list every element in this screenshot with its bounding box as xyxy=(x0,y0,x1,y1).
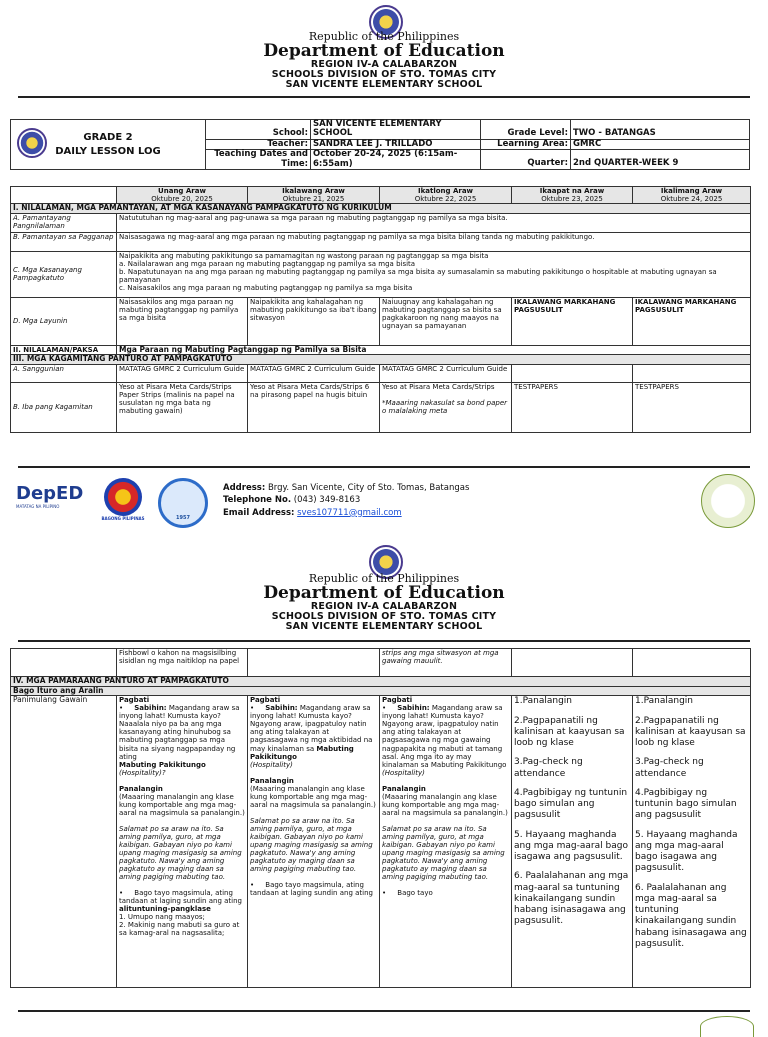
kagamitan-cont-day-3: strips ang mga sitwasyon at mga gawaing mauulit. xyxy=(380,649,512,677)
grade-level-value: TWO - BATANGAS xyxy=(571,120,750,140)
kagamitan-day-4: TESTPAPERS xyxy=(512,382,633,432)
republic-text: Republic of the Philippines xyxy=(308,30,460,43)
kagamitan-day-5: TESTPAPERS xyxy=(633,382,751,432)
layunin-day-4: IKALAWANG MARKAHANG PAGSUSULIT xyxy=(512,297,633,345)
deped-logo-icon xyxy=(17,128,47,158)
region-text: REGION IV-A CALABARZON xyxy=(310,59,458,71)
day-2-header: Ikalawang Araw Oktubre 21, 2025 xyxy=(248,187,380,204)
quarter-value: 2nd QUARTER-WEEK 9 xyxy=(571,150,750,170)
footer-rule xyxy=(18,466,750,468)
dates-label: Teaching Dates and Time: xyxy=(206,150,311,170)
deped-footer-logo: DepED MATATAG NA PILIPINO xyxy=(16,483,84,509)
school-label: School: xyxy=(206,120,311,140)
pamantayang-pangnilalaman-text: Natututuhan ng mag-aaral ang pag-unawa sa mga paraan ng mabuting pagtanggap ng pamilya sa mga bisita. xyxy=(117,213,751,232)
panimulang-day-3: Pagbati • Sabihin: Magandang araw sa inyong lahat! Kumusta kayo? Ngayong araw, ipagpatuloy natin ang ating talakayan at pagsasagawa ng mga gawaing nagpapakita ng mabuti at tamang asal. Ang mga ito ay may kinalaman sa Mabuting Pakikitungo (Hospitality) Panalangin (Maaaring manalangin ang klase kung komportable ang mga mag-aaral na magsimula sa panalangin.) Salamat po sa araw na ito. Sa aming pamilya, guro, at mga kaibigan. Gabayan niyo po kami upang maging masigasig sa aming pagkatuto. Nawa'y ang aming pagkatuto ay maging daan sa aming pagiging mabuting tao. • Bago tayo xyxy=(380,696,512,988)
sanggunian-day-3: MATATAG GMRC 2 Curriculum Guide xyxy=(380,364,512,382)
label-sanggunian: A. Sanggunian xyxy=(11,364,117,382)
grade-level-label: Grade Level: xyxy=(481,120,571,140)
days-header-row xyxy=(11,187,751,204)
kagamitan-cont-day-1: Fishbowl o kahon na magsisilbing sisidlan ng mga naitiklop na papel xyxy=(117,649,248,677)
info-table xyxy=(10,119,750,170)
section-1-title: I. NILALAMAN, MGA PAMANTAYAN, AT MGA KASANAYANG PAMPAGKATUTO NG KURIKULUM xyxy=(11,204,751,214)
layunin-day-3: Naiuugnay ang kahalagahan ng mabuting pagtanggap sa bisita sa pagkakaroon ng nang maayos na ugnayan sa pamayanan xyxy=(380,297,512,345)
panimulang-day-2: Pagbati • Sabihin: Magandang araw sa inyong lahat! Kumusta kayo? Ngayong araw, ipagpatuloy natin ang ating talakayan at pagsasagawa ng mga aktibidad na may kinalaman sa Mabuting Pakikitungo (Hospitality) Panalangin (Maaaring manalangin ang klase kung komportable ang mga mag-aaral na magsimula sa panalangin.) Salamat po sa araw na ito. Sa aming pamilya, guro, at mga kaibigan. Gabayan niyo po kami upang maging masigasig sa aming pagkatuto. Nawa'y ang aming pagkatuto ay maging daan sa aming pagiging mabuting tao. • Bago tayo magsimula, ating tandaan at laging sundin ang ating xyxy=(248,696,380,988)
label-iba-pang-kagamitan: B. Iba pang Kagamitan xyxy=(11,382,117,432)
label-pamantayang-pangnilalaman: A. Pamantayang Pangnilalaman xyxy=(11,213,117,232)
bagong-pilipinas-icon xyxy=(104,478,142,516)
kasanayang-pampagkatuto-text: Naipakikita ang mabuting pakikitungo sa pamamagitan ng wastong paraan ng pagtanggap sa mga bisita a. Nailalarawan ang mga paraan ng mabuting pagtanggap ng pamilya sa mga bisita b. Napatutunayan na ang mga paraan ng mabuting pagtanggap ng pamilya sa mga bisita ay sumasalamin sa mabuting pakikitungo o hospitable at mabuting ugnayan sa pamayanan c. Naisasakilos ang mga paraan ng mabuting pagtanggap ng pamilya sa mga bisita xyxy=(117,251,751,297)
pamantayan-sa-pagganap-text: Naisasagawa ng mag-aaral ang mga paraan ng mabuting pagtanggap ng pamilya sa mga bisita bilang tanda ng mabuting pakikitungo. xyxy=(117,232,751,251)
label-kasanayang-pampagkatuto: C. Mga Kasanayang Pampagkatuto xyxy=(11,251,117,297)
nilalaman-paksa-text: Mga Paraan ng Mabuting Pagtanggap ng Pamilya sa Bisita xyxy=(117,345,751,355)
footer-contact: Address: Brgy. San Vicente, City of Sto. Tomas, Batangas Telephone No. (043) 349-8163 Email Address: sves107711@gmail.com xyxy=(223,483,470,518)
kagamitan-day-3: Yeso at Pisara Meta Cards/Strips *Maaaring nakasulat sa bond paper o malalaking meta xyxy=(380,382,512,432)
matatag-badge-icon-page-2 xyxy=(700,1016,754,1037)
lesson-table-page-2 xyxy=(10,648,751,988)
learning-area-value: GMRC xyxy=(571,139,750,150)
layunin-day-2: Naipakikita ang kahalagahan ng mabuting pakikitungo sa iba't ibang sitwasyon xyxy=(248,297,380,345)
learning-area-label: Learning Area: xyxy=(481,139,571,150)
panimulang-gawain-label: Panimulang Gawain xyxy=(11,696,117,988)
division-text: SCHOOLS DIVISION OF STO. TOMAS CITY xyxy=(271,69,497,81)
email-link[interactable]: sves107711@gmail.com xyxy=(297,507,402,518)
panimulang-day-4: 1.Panalangin 2.Pagpapanatili ng kalinisan at kaayusan sa loob ng klase 3.Pag-check ng attendance 4.Pagbibigay ng tuntunin bago simulan ang pagsusulit 5. Hayaang maghanda ang mga mag-aaral bago isagawa ang pagsusulit. 6. Paalalahanan ang mga mag-aaral sa tuntuning kinakailangang sundin habang isinasagawa ang pagsusulit. xyxy=(512,696,633,988)
quarter-label: Quarter: xyxy=(481,150,571,170)
letterhead-page-2: Republic of the Philippines Department of Education REGION IV-A CALABARZON SCHOOLS DIVISION OF STO. TOMAS CITY SAN VICENTE ELEMENTARY SCHOOL xyxy=(263,572,505,633)
day-1-header: Unang Araw Oktubre 20, 2025 xyxy=(117,187,248,204)
day-4-header: Ikaapat na Araw Oktubre 23, 2025 xyxy=(512,187,633,204)
lesson-table xyxy=(10,186,751,433)
school-value: SAN VICENTE ELEMENTARY SCHOOL xyxy=(311,120,481,140)
label-mga-layunin: D. Mga Layunin xyxy=(11,297,117,345)
panimulang-day-5: 1.Panalangin 2.Pagpapanatili ng kalinisan at kaayusan sa loob ng klase 3.Pag-check ng attendance 4.Pagbibigay ng tuntunin bago simulan ang pagsusulit 5. Hayaang maghanda ang mga mag-aaral bago isagawa ang pagsusulit. 6. Paalalahanan ang mga mag-aaral sa tuntuning kinakailangang sundin habang isinasagawa ang pagsusulit. xyxy=(633,696,751,988)
layunin-day-5: IKALAWANG MARKAHANG PAGSUSULIT xyxy=(633,297,751,345)
log-title: DAILY LESSON LOG xyxy=(55,145,161,157)
section-4-title: IV. MGA PAMARAANG PANTURO AT PAMPAGKATUTO xyxy=(11,677,751,687)
kagamitan-day-2: Yeso at Pisara Meta Cards/Strips 6 na pirasong papel na hugis bituin xyxy=(248,382,380,432)
bago-ituro-row: Bago Ituro ang Aralin xyxy=(11,686,751,696)
footer-rule-page-2 xyxy=(18,1010,750,1012)
bagong-pilipinas-logo: BAGONG PILIPINAS xyxy=(95,478,151,528)
label-nilalaman-paksa: II. NILALAMAN/PAKSA xyxy=(11,345,117,355)
dates-value: October 20-24, 2025 (6:15am-6:55am) xyxy=(311,150,481,170)
grade-title: GRADE 2 xyxy=(83,132,133,144)
school-name-text: SAN VICENTE ELEMENTARY SCHOOL xyxy=(285,79,483,91)
teacher-value: SANDRA LEE J. TRILLADO xyxy=(311,139,481,150)
teacher-label: Teacher: xyxy=(206,139,311,150)
matatag-badge-icon xyxy=(701,474,755,528)
panimulang-day-1: Pagbati • Sabihin: Magandang araw sa inyong lahat! Kumusta kayo? Naaalala niyo pa ba ang mga kasanayang ating hinuhubog sa mabuting pagtanggap sa mga bisita na siyang nagpapanday ng ating Mabuting Pakikitungo (Hospitality)? Panalangin (Maaaring manalangin ang klase kung komportable ang mga mag-aaral na magsimula sa panalangin.) Salamat po sa araw na ito. Sa aming pamilya, guro, at mga kaibigan. Gabayan niyo po kami upang maging masigasig sa aming pagkatuto. Nawa'y ang aming pagkatuto ay maging daan sa aming pagiging mabuting tao. • Bago tayo magsimula, ating tandaan at laging sundin ang ating alituntuning-pangklase 1. Umupo nang maayos; 2. Makinig nang mabuti sa guro at sa kamag-aral na nagsasalita; xyxy=(117,696,248,988)
sanggunian-day-1: MATATAG GMRC 2 Curriculum Guide xyxy=(117,364,248,382)
letterhead xyxy=(0,31,768,90)
header-rule xyxy=(18,96,750,98)
day-3-header: Ikatlong Araw Oktubre 22, 2025 xyxy=(380,187,512,204)
label-pamantayan-sa-pagganap: B. Pamantayan sa Pagganap xyxy=(11,232,117,251)
layunin-day-1: Naisasakilos ang mga paraan ng mabuting pagtanggap ng pamilya sa mga bisita xyxy=(117,297,248,345)
sanggunian-day-2: MATATAG GMRC 2 Curriculum Guide xyxy=(248,364,380,382)
school-logo-icon: 1957 xyxy=(158,478,208,528)
section-3-title: III. MGA KAGAMITANG PANTURO AT PAMPAGKATUTO xyxy=(11,355,751,365)
day-5-header: Ikalimang Araw Oktubre 24, 2025 xyxy=(633,187,751,204)
department-title: Department of Education xyxy=(263,40,505,61)
kagamitan-day-1: Yeso at Pisara Meta Cards/Strips Paper Strips (malinis na papel na susulatan ng mga bata ng mabuting gawain) xyxy=(117,382,248,432)
header-rule-page-2 xyxy=(18,640,750,642)
